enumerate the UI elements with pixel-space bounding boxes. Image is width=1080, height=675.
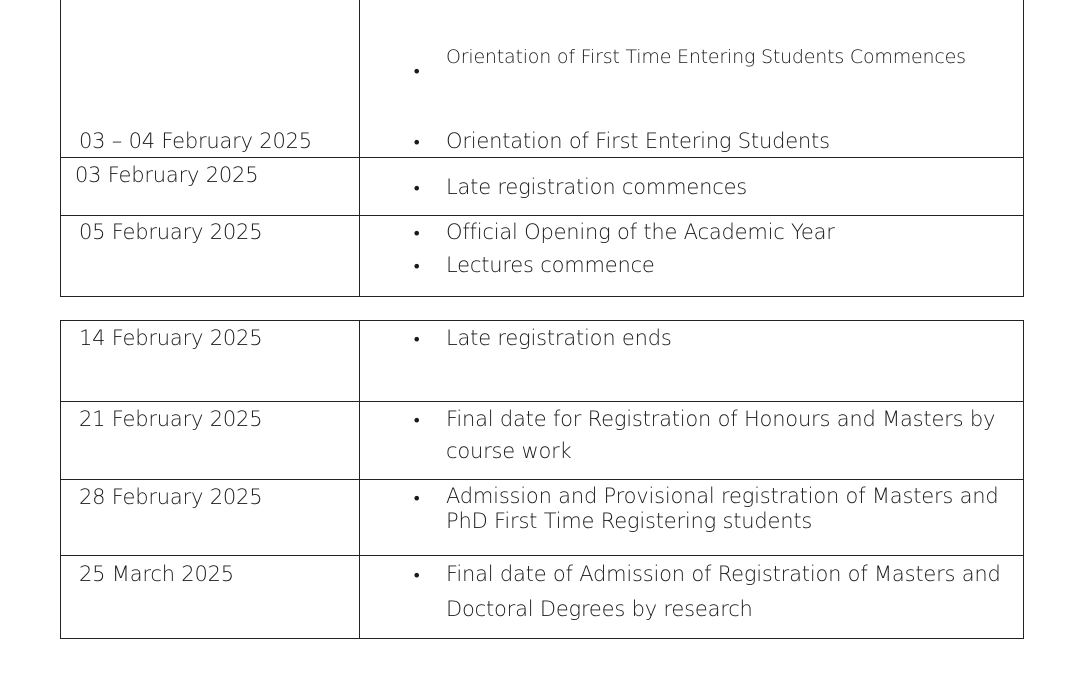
- row-item-line: Admission and Provisional registration of Masters and: [446, 484, 999, 508]
- row-date: 25 March 2025: [79, 562, 234, 586]
- row-divider: [61, 401, 1023, 402]
- row-item-line: Final date of Admission of Registration of Masters and: [446, 562, 1001, 586]
- bullet: •: [412, 224, 422, 243]
- row-divider: [61, 215, 1023, 216]
- row-date: 03 – 04 February 2025: [79, 129, 312, 153]
- row-item-line: Doctoral Degrees by research: [446, 597, 753, 621]
- row-item-line: course work: [446, 439, 572, 463]
- row-date: 14 February 2025: [79, 326, 263, 350]
- calendar-table-1: [60, 0, 1024, 297]
- row-item: Late registration commences: [446, 175, 748, 199]
- row-date: 03 February 2025: [75, 163, 259, 187]
- bullet: •: [412, 489, 422, 508]
- bullet: •: [412, 62, 422, 81]
- row-divider: [61, 479, 1023, 480]
- row-item: Orientation of First Entering Students: [446, 129, 830, 153]
- column-divider: [359, 0, 360, 296]
- row-item: Orientation of First Time Entering Students Commences: [446, 46, 966, 68]
- row-item: Lectures commence: [446, 253, 655, 277]
- row-divider: [61, 555, 1023, 556]
- bullet: •: [412, 133, 422, 152]
- bullet: •: [412, 330, 422, 349]
- row-date: 28 February 2025: [79, 485, 263, 509]
- bullet: •: [412, 179, 422, 198]
- row-item: Late registration ends: [446, 326, 672, 350]
- calendar-table-2: [60, 320, 1024, 639]
- row-date: 05 February 2025: [79, 220, 263, 244]
- row-item: Official Opening of the Academic Year: [446, 220, 835, 244]
- bullet: •: [412, 257, 422, 276]
- row-item-line: Final date for Registration of Honours and Masters by: [446, 407, 996, 431]
- row-divider: [61, 157, 1023, 158]
- bullet: •: [412, 411, 422, 430]
- row-date: 21 February 2025: [79, 407, 263, 431]
- bullet: •: [412, 566, 422, 585]
- row-item-line: PhD First Time Registering students: [446, 509, 813, 533]
